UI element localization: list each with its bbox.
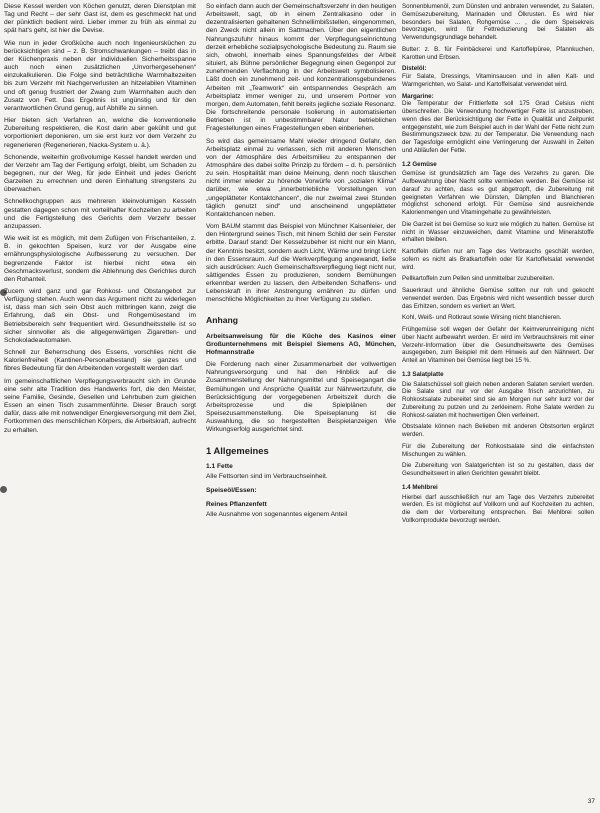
paragraph: Schnellkochgruppen aus mehreren kleinvolumigen Kesseln gestatten dagegen schon mit vorteilhafter Kochzeiten zu arbeiten und die Fertigstellung des Gerichts dem Verzehr besser anzupassen. (4, 198, 196, 230)
anhang-title: Arbeitsanweisung für die Küche des Kasinos einer Großunternehmens mit Beispiel Siemens AG, München, Hofmannstraße (206, 332, 396, 356)
paragraph: So wird das gemeinsame Mahl wieder dringend Gefahr, den Arbeitsplatz einmal zu verlassen, sich mit anderen Menschen von der Atmosphäre des Arbeitsmilieu zu entspannen der Atmosphäre des dabei sollte Prinzip zu fördern – d. h. persönlich zu sein. Hospitalität man deine Meinung, denn noch täuschen nicht immer wieder zu hörende Vorwürfe von „sozialen Klima“ darüber, wie etwa „innerbetriebliche Vorstellungen von „ungeplätteter Kontaktchancen“, die nur zweimal zwei Stunden täglich genutzt sind“ und anscheinend ungeplätteter Kontaktchancen neben. (206, 137, 396, 218)
section-heading-allgemeines: 1 Allgemeines (206, 444, 269, 456)
paragraph: Gemüse ist grundsätzlich am Tage des Verzehrs zu garen. Die Aufbewahrung über Nacht sollte vermieden werden. Bei Gemüse ist darauf zu achten, dass es gut abgetropft, die Zubereitung mit geeigneten Verfahren wie Dünsten, Dämpfen und Blanchieren möglichst schonend erfolgt. Für Gemüse sind ausreichende Kalorienmengen und Vitamingehalte zu gewährleisten. (402, 170, 594, 216)
paragraph: Hierbei darf ausschließlich nur am Tage des Verzehrs zubereitet werden. Es ist möglichst auf Vollkorn und auf Kochzeiten zu achten, die dem der Vorbereitung entsprechen. Bei Mehlbrei sollen Vollkornprodukte bevorzugt werden. (402, 493, 594, 524)
paragraph: Zucem wird ganz und gar Rohkost- und Obstangebot zur Verfügung stehen. Auch wenn das Argument nicht zu widerlegen ist, dass man sich sein Obst auch mitbringen kann, zeigt die Erfahrung, daß ein Obst- und Rohgemüsestand im Betriebsbereich sehr frequentiert wird. Gesundheitsstelle ist so sicher sinnvoller als die allgegenwärtigen Zigaretten- und Schokoladeautomaten. (4, 288, 196, 344)
anhang-heading: Anhang (206, 314, 238, 325)
paragraph: Pellkartoffeln zum Pellen sind unmittelbar zuzubereiten. (402, 275, 555, 283)
paragraph: So einfach dann auch der Gemeinschaftsverzehr in den heutigen Arbeitswelt, sagt, ob in einem Zentralkasino oder in dezentralisierten gehaltenen Schnellimbißstellen, eingenommen, den Zweck nicht allein im Sattmachen. Über den eigentlichen Nahrungszufuhr hinaus kommt der Verpflegungseinrichtung derzeit erhebliche sozialpsychologische Bedeutung zu. Raum sie sich, obwohl, innerhalb eines Spannungsfeldes der Arbeit situiert, als Bühne persönlicher Begegnung einen Gegenpol zur zunehmenden Verflachtung in der Arbeitswelt symbolisieren. Läßt doch ein zunehmend zeit- und konzentrationsgebundenes Arbeiten mit „Teamwork“ ein entspannendes Gespräch am Arbeitsplatz immer weniger zu, und unserem Portner von morgen, dem Automaten, fehlt bereits jegliche soziale Resonanz. Die fortschreitende personale Isolierung in automatisierten Betrieben ist in unbestimmbarer Natur betrieblichen Fragestellungen eines Fragestellungen eben einberiehen. (206, 3, 396, 133)
column-left (4, 3, 196, 439)
page-number: 37 (587, 798, 595, 805)
paragraph: Wie weit ist es möglich, mit dem Zufügen von Frischanteilen, z. B. in gekochten Speisen, kurz vor der Ausgabe eine ernährungsphysiologische Aufbesserung zu versuchen. Der begrenzende Faktor ist hierbei nicht etwa ein Geschmacksverlust, sondern die Ablehnung des Gerichtes durch den Rohanteil. (4, 235, 196, 283)
paragraph: Diese Kessel werden von Köchen genutzt, deren Dienstplan mit Tag und Recht – der sehr Gast ist, dem es geschmeckt hat und der pünktlich bedient wird. Lieber immer zu früh als einmal zu spät hat's geht, ist hier die Devise. (4, 3, 196, 35)
punch-hole-lower (0, 486, 7, 493)
column-middle (206, 3, 396, 523)
paragraph: Alle Fettsorten sind im Verbrauchseinheit. (206, 472, 328, 480)
paragraph: Alle Ausnahme von sogenanntes eigenem Anteil (206, 511, 348, 519)
label-reines-pflanzenfett: Reines Pflanzenfett (206, 500, 267, 508)
paragraph: Hier bieten sich Verfahren an, welche die konventionelle Zubereitung respektieren, die Kost darin aber gekühlt und gut vorportioniert deponieren, um sie erst kurz vor dem Verzehr zu regenerieren (Regenerieren, Nacka-System u. ä.). (4, 117, 196, 149)
paragraph: Schnell zur Beherrschung des Essens, vorschlies nicht die Kalorienfreiheit (Kantinen-Personalbestand) sie ganzes und fibres Bedeutung für den Arbeitenden vorgestellt werden darf. (4, 349, 196, 373)
paragraph: Wie nun in jeder Großküche auch noch Ingenieursküchen zu berücksichtigen sind – z. B. Stromschwankungen – treibt das in der Küchenpraxis neben der individuellen Sicherheitsspanne auch noch einen zusätzlichen „Unvorhergesehenen“ einzukalkulieren. Die Folge sind beträchtliche Warmhaltezeiten bis zum Verzehr mit Nachgerverlusten an hitzelabilen Vitaminen und oft genug frustriert der Zwang zum Warmhalten auch den Zusatz von Fett. Das Ergebnis ist ungünstig und für den verantwortlichen Grund genug, auf Abhilfe zu sinnen. (4, 39, 196, 112)
section-heading-mehlbrei: 1.4 Mehlbrei (402, 483, 438, 491)
paragraph: Sauerkraut und ähnliche Gemüse sollten nur roh und gekocht verwendet werden. Das Ergebnis wird nicht wesentlich besser durch das Erhitzen, sondern es verliert an Wert. (402, 287, 594, 310)
section-heading-gemuese: 1.2 Gemüse (402, 160, 437, 168)
paragraph: Die Salatschüssel soll gleich neben anderen Salaten serviert werden. Die Salate sind nur vor der Ausgabe frisch anzurichten, zu Rohkostsalate zubereitet sind sie am Morgen nur sehr kurz vor der Zubereitung zu putzen und zu zerkleinern. Rohe Salate werden zu Rohkost-salaten mit hochwertigen Ölen verfeinert. (402, 380, 594, 419)
paragraph: Schonende, weiterhin großvolumige Kessel handelt werden und der Verzehr am Tag der Fertigung erfolgt, bleibt, um Schaden zu begegnen, nur der Weg, für jede Einheit und jedes Gericht Garzeiten zu errechnen und deren Einhaltung strengstens zu überwachen. (4, 153, 196, 194)
paragraph: Vom BAUM stammt das Beispiel von Münchner Kaisenleier, der den Hintergrund seines Tisch, mit hinem Schild der sein Fenster erbitte. Darauf stand: Der Kesselzubeher ist nicht nur ein Mann, der Kenntnis besitzt, sondern auch Licht, Wärme und bringt Licht in den Essensraum. Auf die Werkverpflegung angewandt, ließe sich ausdrücken: Auch Gemeinschaftsverpflegung liegt nicht nur, sättigendes Essen zu produzieren, sondern Bemühungen erkennbar werden zu lassen, den Arbeitenden Schaffens- und Lebenskraft in ihrer Anstrengung ernähren zu dürfen und menschliche Möglichkeiten zu ihrer Verfügung zu stellen. (206, 223, 396, 304)
paragraph: Die Zubereitung von Salatgerichten ist so zu gestalten, dass der Gesundheitswert in allen Gerichten gewahrt bleibt. (402, 462, 594, 477)
paragraph: Sonnenblumenöl, zum Dünsten und anbraten verwendet, zu Salaten, Gemüsezubereitung, Marinaden und Ölkrusten. Es wird hier besonders bei Salaten, Rohgemüse ... , die dem Speisekreis bevorzugen, wird für Fettreduzierung bei Salaten als Verwendungsgrundlage behandelt. (402, 3, 594, 41)
label-speiseoel: Speiseöl/Essen: (206, 486, 257, 494)
paragraph: Kohl, Weiß- und Rotkraut sowie Wirsing nicht blanchieren. (402, 314, 562, 322)
fat-item: Butter: z. B. für Feinbäckerei und Kartoffelpüree, Pfannkuchen, Karotten und Erbsen. (402, 45, 594, 61)
section-heading-fette: 1.1 Fette (206, 462, 233, 470)
paragraph: Obstsalate können nach Belieben mit anderen Obstsorten ergänzt werden. (402, 423, 594, 438)
paragraph: Für die Zubereitung der Rohkostsalate sind die einfachsten Mischungen zu wählen. (402, 442, 594, 458)
column-right (402, 3, 594, 529)
paragraph: Die Garzeit ist bei Gemüse so kurz wie möglich zu halten. Gemüse ist nicht in Wasser einzuweichen, damit Vitamine und Mineralstoffe erhalten bleiben. (402, 220, 594, 244)
paragraph: Kartoffeln dürfen nur am Tage des Verbrauchs geschält werden, sofern es nicht als Bratkartoffeln oder für Kartoffelsalat verwendet wird. (402, 248, 594, 271)
paragraph: Im gemeinschaftlichen Verpflegungsverbraucht sich im Grunde eine sehr alte Tradition des Handwerks fort, die den Meister, seine Familie, Gesinde, Gesellen und Lehrbuben zum gleichen Essen an einen Tisch zusammenführte. Dieser Brauch sorgt dafür, dass alle mit notwendiger Energieversorgung mit dem Ziel, Fortkommen des menschlichen Körpers, die Arbeitskraft, aufrecht zu erhalten. (4, 377, 196, 434)
section-heading-salatplatte: 1.3 Salatplatte (402, 370, 444, 378)
paragraph: Frühgemüse soll wegen der Gefahr der Keimverunreinigung nicht über Nacht aufbewahrt werden. Er wird im Verbrauchskreis mit einer Verzehr-Information über die Gesundheitswerte des Gemüses ausgegeben, zum Beispiel mit dem Hinweis auf den Nährwert. Der Anteil an Vitaminen bei Gemüse liegt bei 15 %. (402, 326, 594, 364)
fat-item: Distelöl: Für Salate, Dressings, Vitaminsaucen und in allen Kalt- und Warmgerichten, wo Salat- und Kartoffelsalat verwendet wird. (402, 65, 594, 88)
anhang-body: Die Forderung nach einer Zusammenarbeit der vollwertigen Nahrungsversorgung und hat den Hinblick auf die Zusammenstellung der Nahrungsmittel und Speisegangart die Bemühungen und Ansprüche Qualität zur Nährwertzufuhr, die Berücksichtigung der vorgegebenen Arbeitszeit durch die Arbeitsprozesse und die Spielplänen der Speisezusammenstellung. Die Speiseplanung ist die Auswahlung, die so hergestellten Beispielanzeigen Wie Wirkungserfolg ausgerichtet sind. (206, 361, 396, 434)
fat-item: Margarine: Die Temperatur der Frittierfette soll 175 Grad Celsius nicht überschreiten. Die Verwendung hochwertiger Fette ist anzustreben, wenn dies der Berücksichtigung der Fette in Qualität und Zeitpunkt entgegensteht, wie zum Beispiel auch in der Wahl der Fette nicht zum Bestimmungszweck bzw. zu der Temperatur. Die Verwendung nach der Tagesfolge ermöglicht eine Verringerung der Auswahl in Zeiten und Abläufen der Fette. (402, 92, 594, 154)
